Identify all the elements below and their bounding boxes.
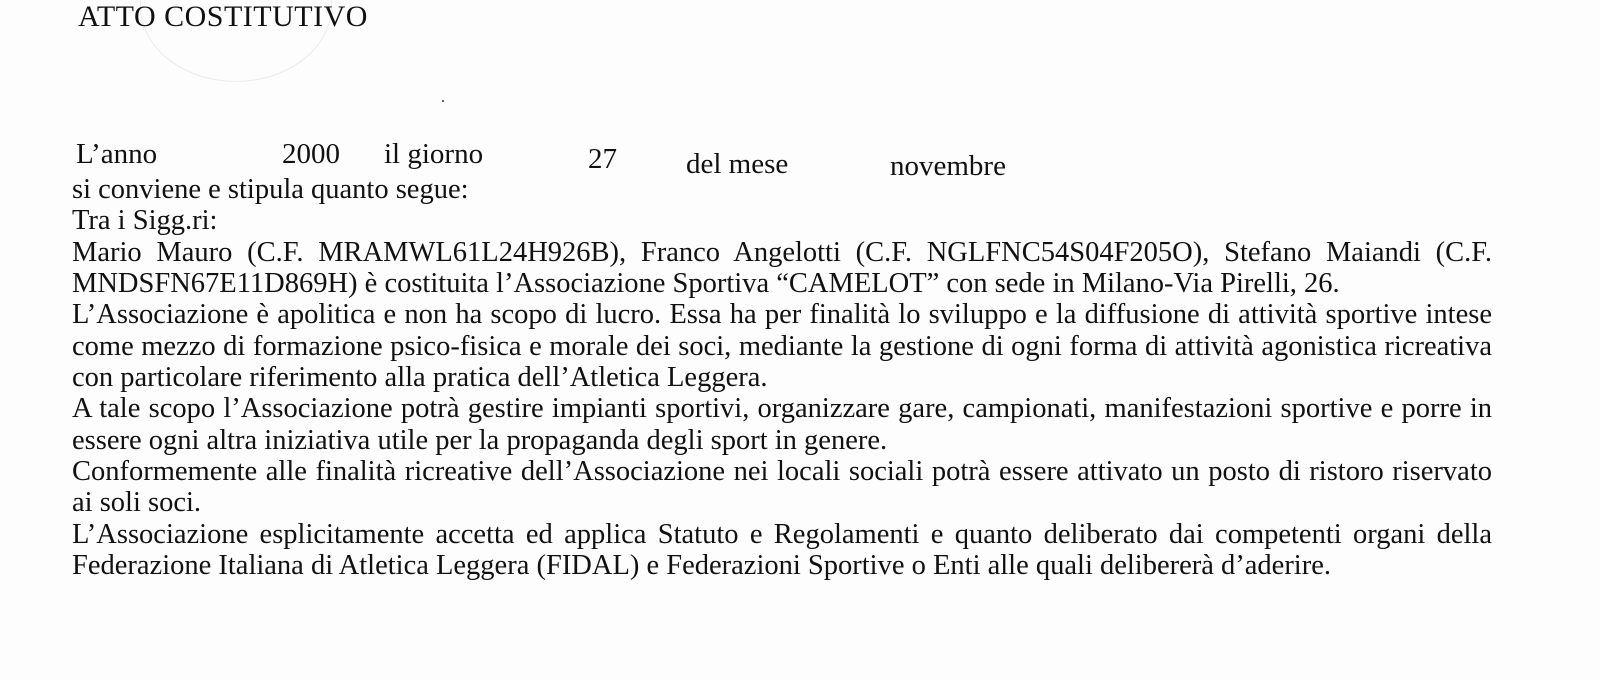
month-value: novembre <box>890 150 1006 182</box>
paragraph-parties-heading: Tra i Sigg.ri: <box>72 205 218 237</box>
paragraph-activities: A tale scopo l’Associazione potrà gestire impianti sportivi, organizzare gare, campionati, manifestazioni sportive e porre in essere ogni altra iniziativa utile per la propaganda degli sport in genere. <box>72 393 1492 456</box>
year-value: 2000 <box>282 138 340 170</box>
day-value: 27 <box>588 143 617 175</box>
year-label: L’anno <box>76 138 158 170</box>
paragraph-federation: L’Associazione esplicitamente accetta ed applica Statuto e Regolamenti e quanto deliberato dai competenti organi della Federazione Italiana di Atletica Leggera (FIDAL) e Federazioni Sportive o Enti alle quali delibererà d’aderire. <box>72 518 1492 582</box>
paragraph-refreshment: Conformemente alle finalità ricreative dell’Associazione nei locali sociali potrà essere attivato un posto di ristoro riservato ai soli soci. <box>72 456 1492 519</box>
paragraph-purpose: L’Associazione è apolitica e non ha scopo di lucro. Essa ha per finalità lo sviluppo e la diffusione di attività sportive intese come mezzo di formazione psico-fisica e morale dei soci, mediante la gestione di ogni forma di attività agonistica ricreativa con particolare riferimento alla pratica dell’Atletica Leggera. <box>72 299 1492 394</box>
day-label: il giorno <box>384 138 484 170</box>
document-body <box>72 174 1492 581</box>
paragraph-intro: si conviene e stipula quanto segue: <box>72 174 469 205</box>
speck-mark <box>442 100 444 102</box>
document-title: ATTO COSTITUTIVO <box>78 0 368 33</box>
paragraph-parties: Mario Mauro (C.F. MRAMWL61L24H926B), Franco Angelotti (C.F. NGLFNC54S04F205O), Stefano Maiandi (C.F. MNDSFN67E11D869H) è costituita l’Associazione Sportiva “CAMELOT” con sede in Milano-Via Pirelli, 26. <box>72 236 1492 300</box>
month-label: del mese <box>686 148 789 180</box>
